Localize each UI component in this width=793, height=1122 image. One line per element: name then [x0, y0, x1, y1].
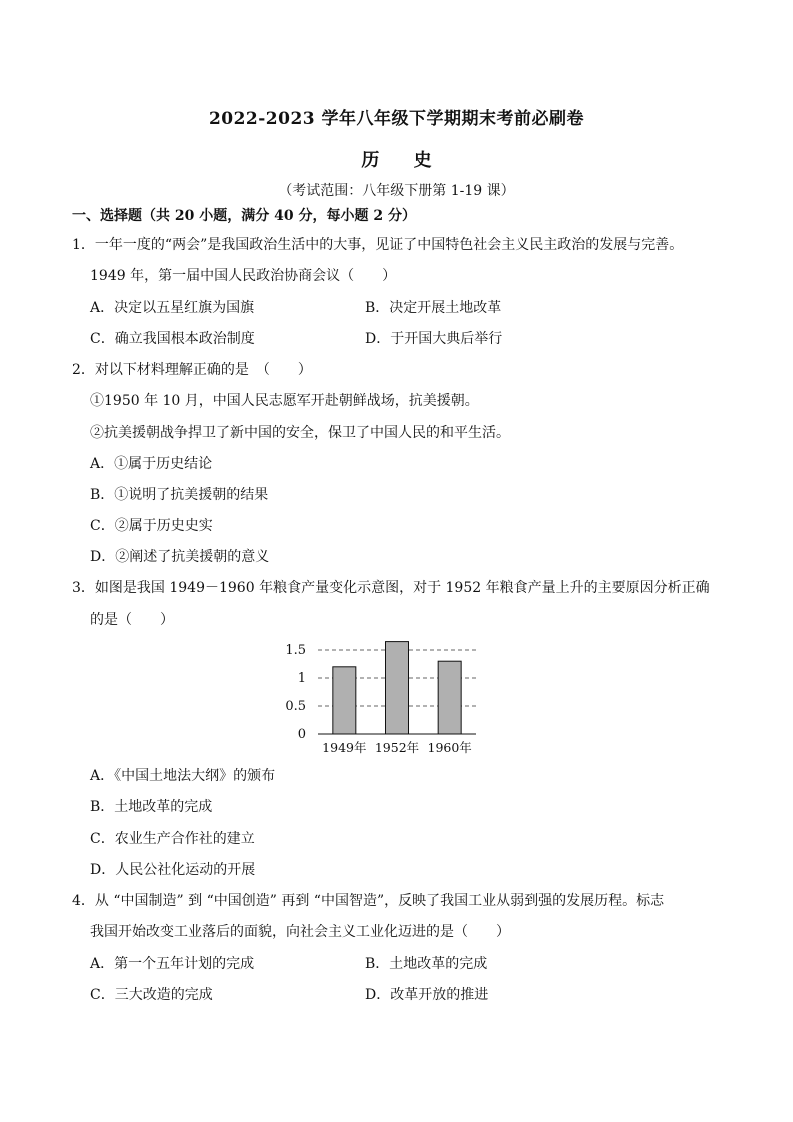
question-2-stem: 2．对以下材料理解正确的是 （ ）	[72, 362, 312, 378]
question-3-option-b: B．土地改革的完成	[90, 799, 213, 815]
question-2-option-d: D．②阐述了抗美援朝的意义	[90, 549, 270, 565]
question-3-stem-cont: 的是（ ）	[90, 612, 174, 628]
question-1-stem-cont: 1949 年，第一届中国人民政治协商会议（ ）	[90, 268, 397, 284]
chart-y-tick-label: 1.5	[285, 643, 306, 658]
grain-output-chart	[280, 636, 490, 761]
question-1-stem: 1．一年一度的“两会”是我国政治生活中的大事，见证了中国特色社会主义民主政治的发展与完善。	[72, 237, 684, 253]
question-1-option-d: D．于开国大典后举行	[365, 331, 503, 347]
exam-title: 2022-2023 学年八年级下学期期末考前必刷卷	[208, 109, 585, 129]
question-4-stem-cont: 我国开始改变工业落后的面貌，向社会主义工业化迈进的是（ ）	[90, 924, 510, 940]
question-2-material-1: ①1950 年 10 月，中国人民志愿军开赴朝鲜战场，抗美援朝。	[90, 393, 479, 409]
chart-y-tick-label: 0.5	[285, 699, 306, 714]
exam-subject: 历 史	[361, 150, 446, 171]
question-1-option-b: B．决定开展土地改革	[365, 300, 502, 316]
chart-y-tick-label: 0	[297, 727, 306, 742]
question-4-option-a: A．第一个五年计划的完成	[90, 956, 255, 972]
question-3-option-a: A．《中国土地法大纲》的颁布	[90, 768, 276, 784]
question-4-option-b: B．土地改革的完成	[365, 956, 488, 972]
question-4-option-d: D．改革开放的推进	[365, 987, 489, 1003]
chart-bar	[438, 661, 461, 734]
chart-bar	[386, 642, 409, 734]
chart-x-tick-label: 1960年	[427, 740, 472, 755]
question-4-stem: 4．从 “中国制造” 到 “中国创造” 再到 “中国智造”，反映了我国工业从弱到强的发展历程。标志	[72, 893, 665, 909]
question-2-material-2: ②抗美援朝战争捍卫了新中国的安全，保卫了中国人民的和平生活。	[90, 425, 510, 441]
question-3-option-d: D．人民公社化运动的开展	[90, 862, 256, 878]
question-4-option-c: C．三大改造的完成	[90, 987, 213, 1003]
exam-scope: （考试范围：八年级下册第 1-19 课）	[278, 183, 515, 199]
chart-y-tick-label: 1	[297, 671, 306, 686]
question-3-option-c: C．农业生产合作社的建立	[90, 831, 255, 847]
question-2-option-c: C．②属于历史史实	[90, 518, 213, 534]
question-1-option-a: A．决定以五星红旗为国旗	[90, 300, 255, 316]
section-heading: 一、选择题（共 20 小题，满分 40 分，每小题 2 分）	[72, 208, 416, 224]
question-2-option-a: A．①属于历史结论	[90, 456, 213, 472]
question-2-option-b: B．①说明了抗美援朝的结果	[90, 487, 269, 503]
question-3-stem: 3．如图是我国 1949－1960 年粮食产量变化示意图，对于 1952 年粮食产量上升的主要原因分析正确	[72, 580, 710, 596]
chart-bar	[333, 667, 356, 734]
chart-x-tick-label: 1949年	[322, 740, 367, 755]
chart-x-tick-label: 1952年	[374, 740, 420, 755]
question-1-option-c: C．确立我国根本政治制度	[90, 331, 255, 347]
